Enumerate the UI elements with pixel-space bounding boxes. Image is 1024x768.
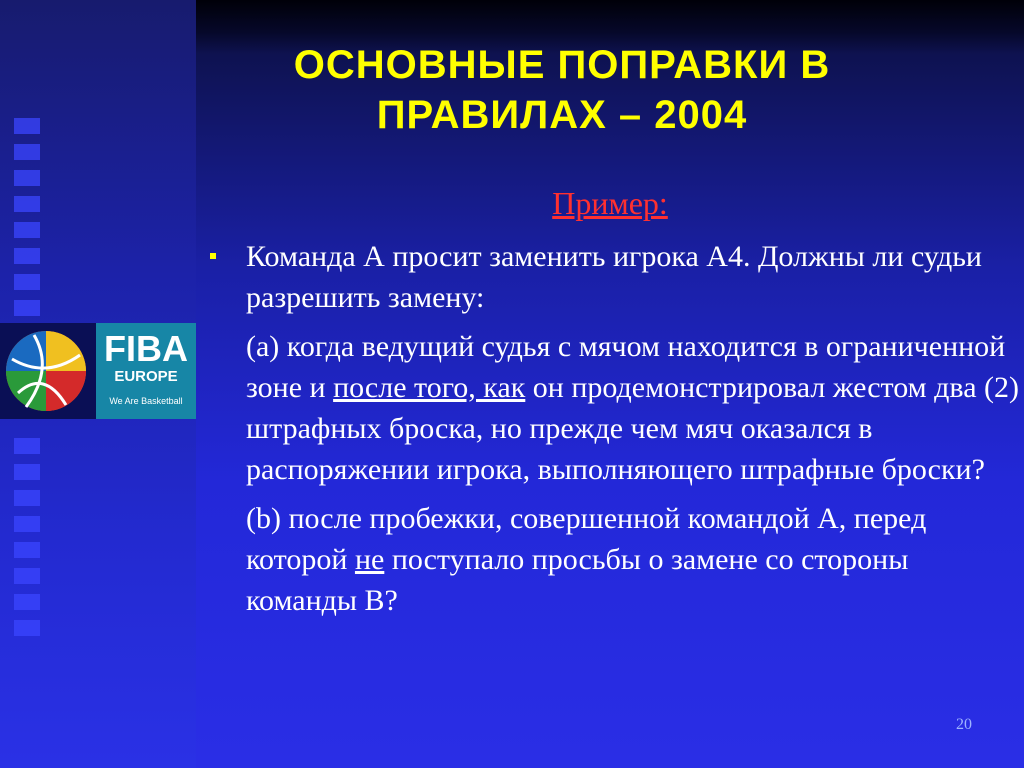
decor-square: [14, 568, 40, 584]
decor-square: [14, 438, 40, 454]
logo-fiba-text: FIBA: [104, 328, 188, 369]
case-b-underlined: не: [354, 543, 385, 576]
decor-square: [14, 170, 40, 186]
decor-square: [14, 274, 40, 290]
logo-tagline: We Are Basketball: [109, 396, 183, 406]
basketball-icon: [4, 329, 88, 413]
case-a-text-1: (а) когда ведущий судья с мячом находится в ограниченной зоне и: [246, 330, 1006, 404]
slide-title: ОСНОВНЫЕ ПОПРАВКИ В ПРАВИЛАХ – 2004: [293, 43, 831, 137]
decor-square: [14, 516, 40, 532]
bullet-item: [208, 236, 1020, 318]
case-a-underlined: после того, как: [333, 371, 526, 404]
decor-square: [14, 464, 40, 480]
slide-subtitle: Пример:: [552, 185, 668, 221]
case-a-paragraph: [208, 326, 1020, 490]
case-a-text-2: он продемонстрировал жестом два (2) штрафных броска, но прежде чем мяч оказался в распоряжении игрока, выполняющего штрафные броски?: [246, 371, 1019, 486]
fiba-europe-logo: [0, 323, 196, 419]
decor-square: [14, 300, 40, 316]
case-b-paragraph: [208, 498, 1020, 621]
decor-square: [14, 490, 40, 506]
decor-square: [14, 222, 40, 238]
decor-square: [14, 542, 40, 558]
case-b-text-1: (b) после пробежки, совершенной командой А, перед которой: [246, 502, 927, 576]
page-number: 20: [956, 716, 972, 733]
logo-europe-text: EUROPE: [114, 368, 178, 385]
decor-square: [14, 118, 40, 134]
decor-square: [14, 144, 40, 160]
decor-square: [14, 620, 40, 636]
decor-square: [14, 248, 40, 264]
bullet-square-icon: [210, 253, 216, 259]
slide-body: [208, 236, 1020, 621]
decor-square: [14, 196, 40, 212]
decor-square: [14, 594, 40, 610]
question-text: Команда А просит заменить игрока А4. Должны ли судьи разрешить замену:: [246, 240, 982, 314]
fiba-logo-panel: [96, 323, 196, 419]
case-b-text-2: поступало просьбы о замене со стороны команды В?: [246, 543, 909, 617]
